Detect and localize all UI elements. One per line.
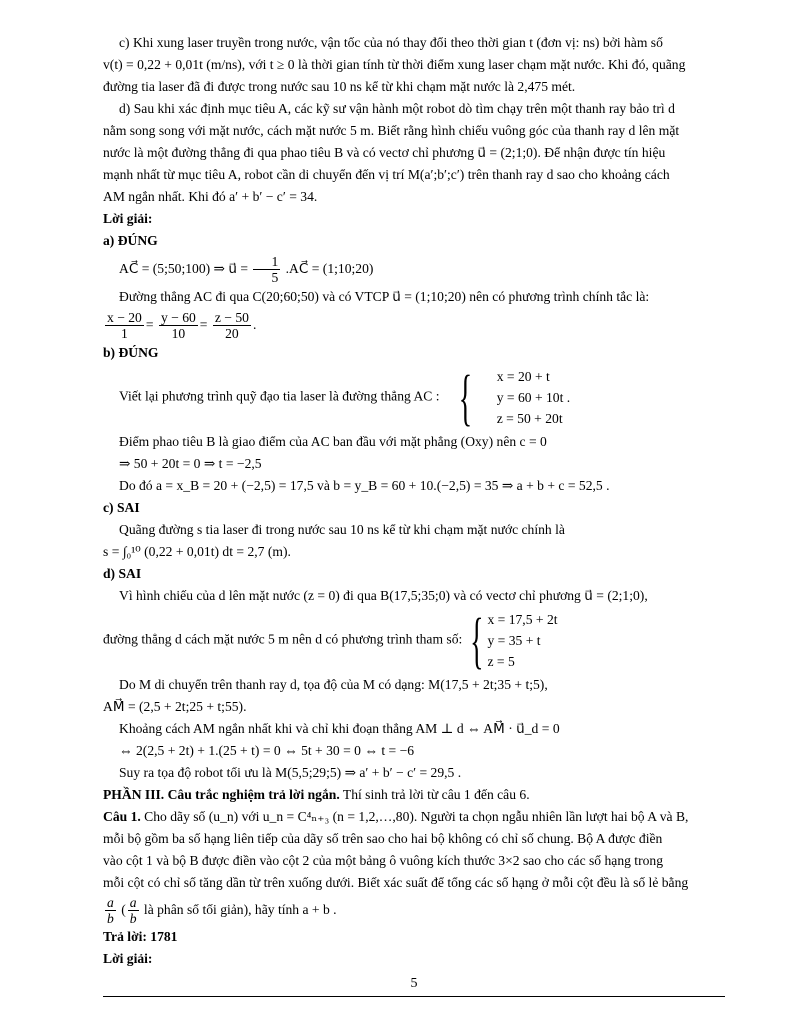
answer-c-heading: c) SAI — [103, 500, 140, 515]
answer-b-line-2: Điểm phao tiêu B là giao điểm của AC ban đầu với mặt phẳng (Oxy) nên c = 0 — [119, 434, 547, 449]
answer-b-line-3: ⇒ 50 + 20t = 0 ⇒ t = −2,5 — [119, 456, 262, 471]
answer-b-heading: b) ĐÚNG — [103, 345, 159, 360]
document-page — [103, 32, 725, 970]
answer-a-line-2: Đường thẳng AC đi qua C(20;60;50) và có VTCP u⃗ = (1;10;20) nên có phương trình chính tắc là: — [119, 289, 650, 304]
answer-d-line-7: Suy ra tọa độ robot tối ưu là M(5,5;29;5) ⇒ a′ + b′ − c′ = 29,5 . — [119, 765, 462, 780]
answer-d-line-4: AM⃗ = (2,5 + 2t;25 + t;55). — [103, 699, 247, 714]
part-three-heading: PHẦN III. Câu trắc nghiệm trả lời ngắn. Thí sinh trả lời từ câu 1 đến câu 6. — [103, 787, 530, 802]
part-c-statement-1: c) Khi xung laser truyền trong nước, vận tốc của nó thay đổi theo thời gian t (đơn vị: ns) bởi hàm số — [119, 35, 663, 50]
part-c-statement-2: v(t) = 0,22 + 0,01t (m/ns), với t ≥ 0 là thời gian tính từ thời điểm xung laser chạm mặt nước. Khi đó, quãng — [103, 57, 686, 72]
answer-a-equation-1: AC⃗ = (5;50;100) ⇒ u⃗ = $\frac{1}{5}$ .AC⃗ = (1;10;20) — [119, 254, 374, 286]
answer-line: Trả lời: 1781 — [103, 929, 178, 945]
answer-d-line-6: ⇔ 2(2,5 + 2t) + 1.(25 + t) = 0 ⇔ 5t + 30 = 0 ⇔ t = −6 — [119, 743, 415, 758]
equation-system-ac: { x = 20 + t y = 60 + 10t . z = 50 + 20t — [458, 363, 571, 432]
answer-d-line-3: Do M di chuyển trên thanh ray d, tọa độ của M có dạng: M(17,5 + 2t;35 + t;5), — [119, 677, 548, 692]
answer-a-heading: a) ĐÚNG — [103, 233, 158, 248]
part-d-statement-1: d) Sau khi xác định mục tiêu A, các kỹ sư vận hành một robot dò tìm chạy trên một thanh ray bảo trì d — [119, 101, 675, 116]
equation-system-d: { x = 17,5 + 2t y = 35 + t z = 5 — [469, 606, 558, 675]
answer-d-line-2: đường thẳng d cách mặt nước 5 m nên d có phương trình tham số: { x = 17,5 + 2t y = 35 + t z = 5 — [103, 606, 558, 675]
answer-d-line-1: Vì hình chiếu của d lên mặt nước (z = 0) đi qua B(17,5;35;0) và có vectơ chỉ phương u⃗ = (2;1;0), — [119, 588, 648, 603]
question-1-line-1: Câu 1. Cho dãy số (u_n) với u_n = C⁴ₙ₊₃ (n = 1,2,…,80). Người ta chọn ngẫu nhiên lần lượt hai bộ A và B, — [103, 809, 689, 824]
part-d-statement-5: AM ngắn nhất. Khi đó a′ + b′ − c′ = 34. — [103, 189, 318, 204]
solution-heading-2: Lời giải: — [103, 951, 153, 967]
question-1-line-4: mỗi cột có chỉ số tăng dần từ trên xuống dưới. Biết xác suất để tổng các số hạng ở mỗi cột đều là số lẻ bằng — [103, 875, 689, 890]
fraction-one-fifth: $\frac{1}{5}$ — [253, 254, 280, 285]
part-d-statement-3: nước là một đường thẳng đi qua phao tiêu B và có vectơ chỉ phương u⃗ = (2;1;0). Để nhận được tín hiệu — [103, 145, 666, 160]
part-d-statement-2: nằm song song với mặt nước, cách mặt nước 5 m. Biết rằng hình chiếu vuông góc của thanh ray d lên mặt — [103, 123, 680, 138]
question-1-line-2: mỗi bộ gồm ba số hạng liên tiếp của dãy số trên sao cho hai bộ không có chỉ số chung. Bộ A được điền — [103, 831, 663, 846]
footer-rule — [103, 996, 725, 997]
part-d-statement-4: mạnh nhất từ mục tiêu A, robot cần di chuyển đến vị trí M(a′;b′;c′) trên thanh ray d sao cho khoảng cách — [103, 167, 670, 182]
answer-d-line-5: Khoảng cách AM ngắn nhất khi và chỉ khi đoạn thẳng AM ⊥ d ⇔ AM⃗ · u⃗_d = 0 — [119, 721, 560, 736]
question-1-line-5: $\frac{a}{b}$ ( $\frac{a}{b}$ là phân số tối giản), hãy tính a + b . — [107, 895, 337, 927]
page-footer — [103, 976, 725, 997]
answer-b-line-4: Do đó a = x_B = 20 + (−2,5) = 17,5 và b = y_B = 60 + 10.(−2,5) = 35 ⇒ a + b + c = 52,5 . — [119, 478, 610, 493]
answer-b-line-1: Viết lại phương trình quỹ đạo tia laser là đường thẳng AC : { x = 20 + t y = 60 + 10t . z = 50 + 20t — [119, 363, 571, 432]
answer-a-canonical-equation: $\frac{x - 20}{1}$ = $\frac{y - 60}{10}$ = $\frac{z - 50}{20}$ . — [107, 310, 257, 342]
part-c-statement-3: đường tia laser đã đi được trong nước sau 10 ns kể từ khi chạm mặt nước là 2,475 mét. — [103, 79, 576, 94]
answer-c-integral: s = ∫₀¹⁰ (0,22 + 0,01t) dt = 2,7 (m). — [103, 544, 291, 559]
page-number: 5 — [410, 976, 418, 991]
solution-heading: Lời giải: — [103, 211, 153, 226]
question-1-line-3: vào cột 1 và bộ B được điền vào cột 2 của một bảng ô vuông kích thước 3×2 sao cho các số hạng trong — [103, 853, 664, 868]
answer-c-line-1: Quãng đường s tia laser đi trong nước sau 10 ns kể từ khi chạm mặt nước chính là — [119, 522, 565, 537]
answer-d-heading: d) SAI — [103, 566, 142, 581]
